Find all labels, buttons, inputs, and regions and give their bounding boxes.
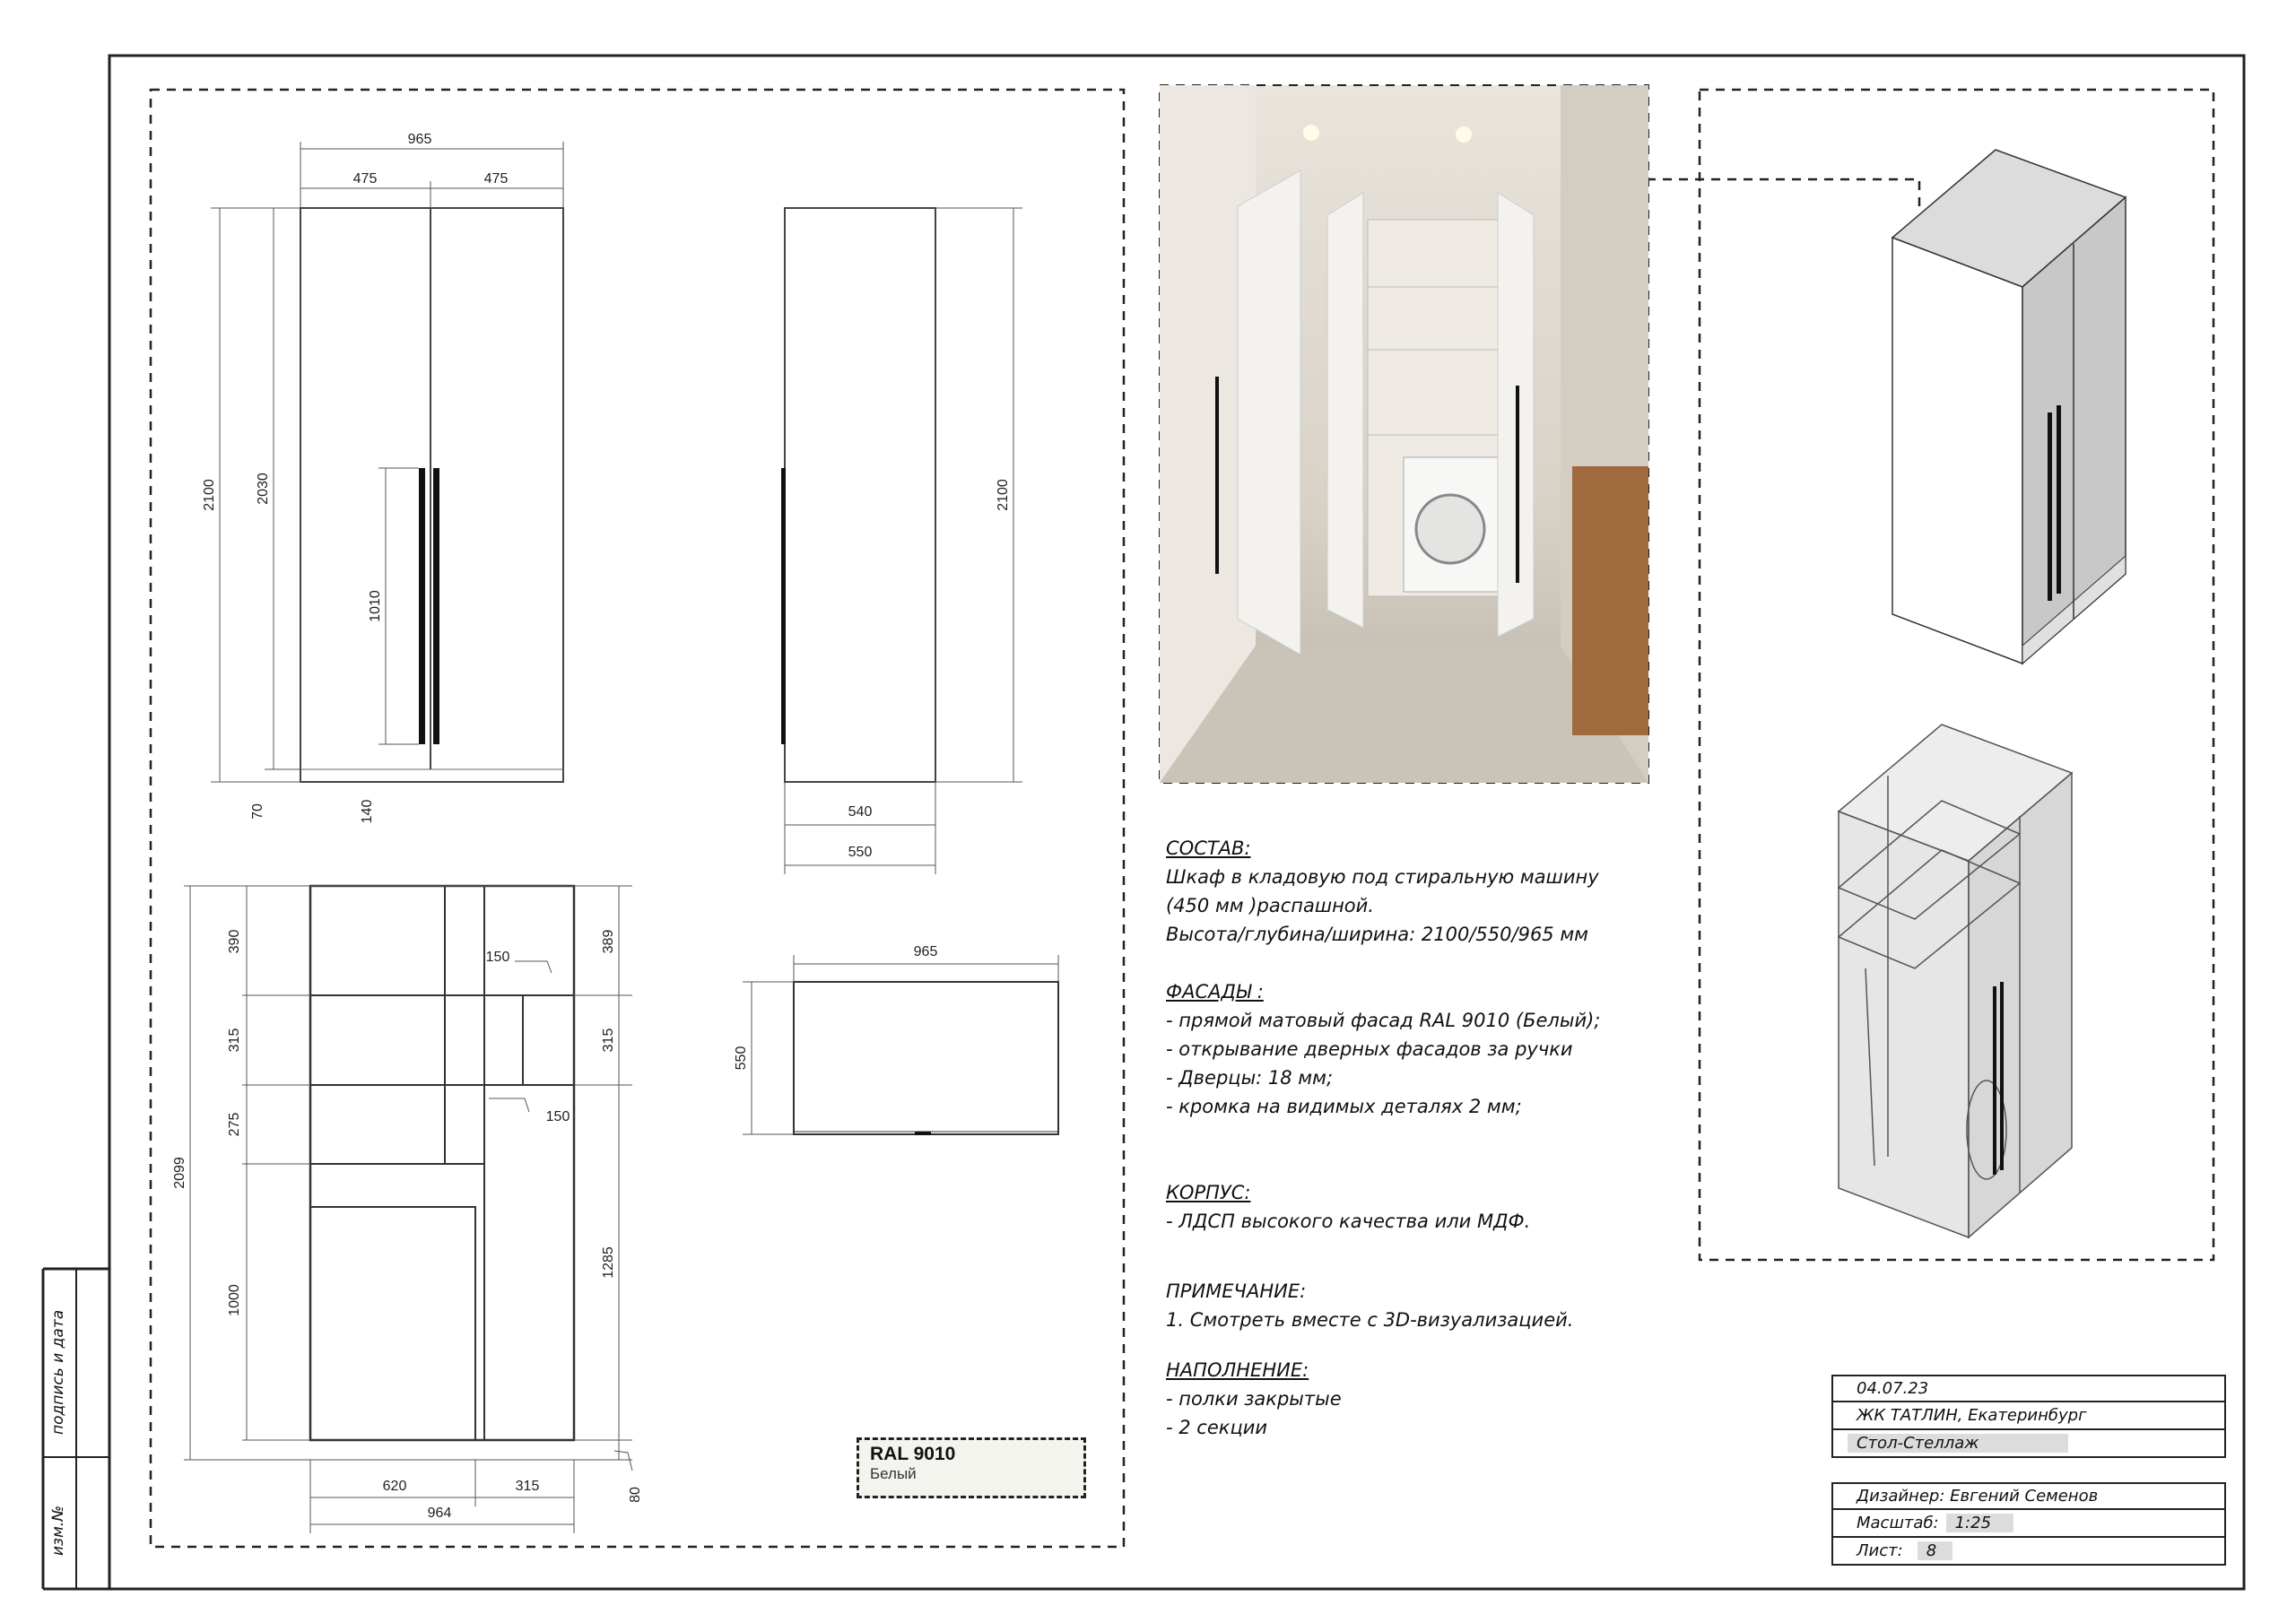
dim-right-section: 315 [515, 1479, 540, 1494]
filling-line: - полки закрытые [1166, 1388, 1342, 1410]
composition-title: СОСТАВ: [1166, 838, 1251, 859]
plan-view [734, 944, 1058, 1135]
facades-line: - прямой матовый фасад RAL 9010 (Белый); [1166, 1010, 1601, 1031]
dim-plinth: 70 [250, 803, 265, 820]
dim-top-right-shelf: 389 [601, 929, 616, 954]
dim-depth-total: 550 [848, 845, 873, 860]
dim-gap-2: 150 [545, 1109, 570, 1124]
dim-plan-depth: 550 [734, 1046, 749, 1071]
note-line: 1. Смотреть вместе с 3D-визуализацией. [1166, 1309, 1574, 1331]
dim-depth-inner: 540 [848, 804, 873, 820]
designer: Дизайнер: Евгений Семенов [1857, 1487, 2099, 1506]
filling-line: - 2 секции [1166, 1417, 1268, 1438]
date-row [1831, 1375, 2226, 1402]
title-block-designer [1831, 1482, 2226, 1566]
isometric-xray [1839, 725, 2072, 1237]
drawings-panel [151, 90, 1124, 1547]
dim-handle-offset: 140 [360, 799, 375, 824]
composition-line: Высота/глубина/ширина: 2100/550/965 мм [1166, 924, 1589, 945]
dim-overall-height: 2100 [202, 479, 217, 511]
dim-plinth-interior: 80 [628, 1487, 643, 1503]
composition-line: Шкаф в кладовую под стиральную машину [1166, 866, 1599, 888]
scale-row [1831, 1510, 2226, 1538]
dim-right-shelf-2: 315 [601, 1028, 616, 1053]
side-view [781, 208, 1022, 874]
body-title: КОРПУС: [1166, 1182, 1251, 1203]
facades-line: - Дверцы: 18 мм; [1166, 1067, 1334, 1089]
color-code: RAL 9010 [870, 1444, 956, 1464]
sheet-label: Лист: [1857, 1541, 1903, 1560]
body-line: - ЛДСП высокого качества или МДФ. [1166, 1211, 1531, 1232]
dim-right-lower: 1285 [601, 1246, 616, 1279]
project-name: ЖК ТАТЛИН, Екатеринбург [1857, 1406, 2087, 1425]
dim-lower-compartment: 1000 [227, 1284, 242, 1316]
scale-label: Масштаб: [1857, 1514, 1939, 1532]
note-title: ПРИМЕЧАНИЕ: [1166, 1280, 1307, 1302]
item-row [1831, 1430, 2226, 1458]
composition-line: (450 мм )распашной. [1166, 895, 1374, 916]
date: 04.07.23 [1857, 1379, 1929, 1398]
right-handle [433, 468, 439, 744]
dim-shelf-2: 315 [227, 1028, 242, 1053]
dim-shelf-3: 275 [227, 1112, 242, 1137]
dim-left-section: 620 [382, 1479, 407, 1494]
signature-label: подпись и дата [49, 1309, 67, 1435]
item-name: Стол-Стеллаж [1848, 1434, 2068, 1453]
dim-left-door: 475 [352, 171, 378, 187]
facades-title: ФАСАДЫ : [1166, 981, 1264, 1002]
facades-line: - открывание дверных фасадов за ручки [1166, 1038, 1573, 1060]
sheet-row [1831, 1538, 2226, 1566]
project-row [1831, 1402, 2226, 1430]
designer-row [1831, 1482, 2226, 1510]
interior-view [172, 886, 643, 1533]
left-handle [419, 468, 425, 744]
scale-value: 1:25 [1946, 1514, 2013, 1532]
dim-side-height: 2100 [996, 479, 1011, 511]
dim-right-door: 475 [483, 171, 509, 187]
dim-handle-length: 1010 [368, 590, 383, 622]
color-name: Белый [870, 1465, 917, 1482]
revision-label: изм.№ [49, 1506, 67, 1556]
dim-gap-1: 150 [485, 950, 510, 965]
title-block-project [1831, 1375, 2226, 1458]
filling-title: НАПОЛНЕНИЕ: [1166, 1359, 1309, 1381]
interior-render [1160, 85, 1648, 783]
dim-plan-width: 965 [913, 944, 938, 959]
dim-overall-width: 965 [407, 132, 432, 147]
front-view [202, 132, 563, 823]
facades-line: - кромка на видимых деталях 2 мм; [1166, 1096, 1522, 1117]
dim-total-width: 964 [427, 1506, 452, 1521]
isometric-closed [1892, 150, 2126, 664]
sheet-value: 8 [1918, 1541, 1952, 1560]
dim-total-height: 2099 [172, 1157, 187, 1189]
dim-top-left-shelf: 390 [227, 929, 242, 954]
dim-door-height: 2030 [256, 473, 271, 505]
color-swatch [857, 1437, 1086, 1498]
specification [1166, 834, 1668, 1442]
